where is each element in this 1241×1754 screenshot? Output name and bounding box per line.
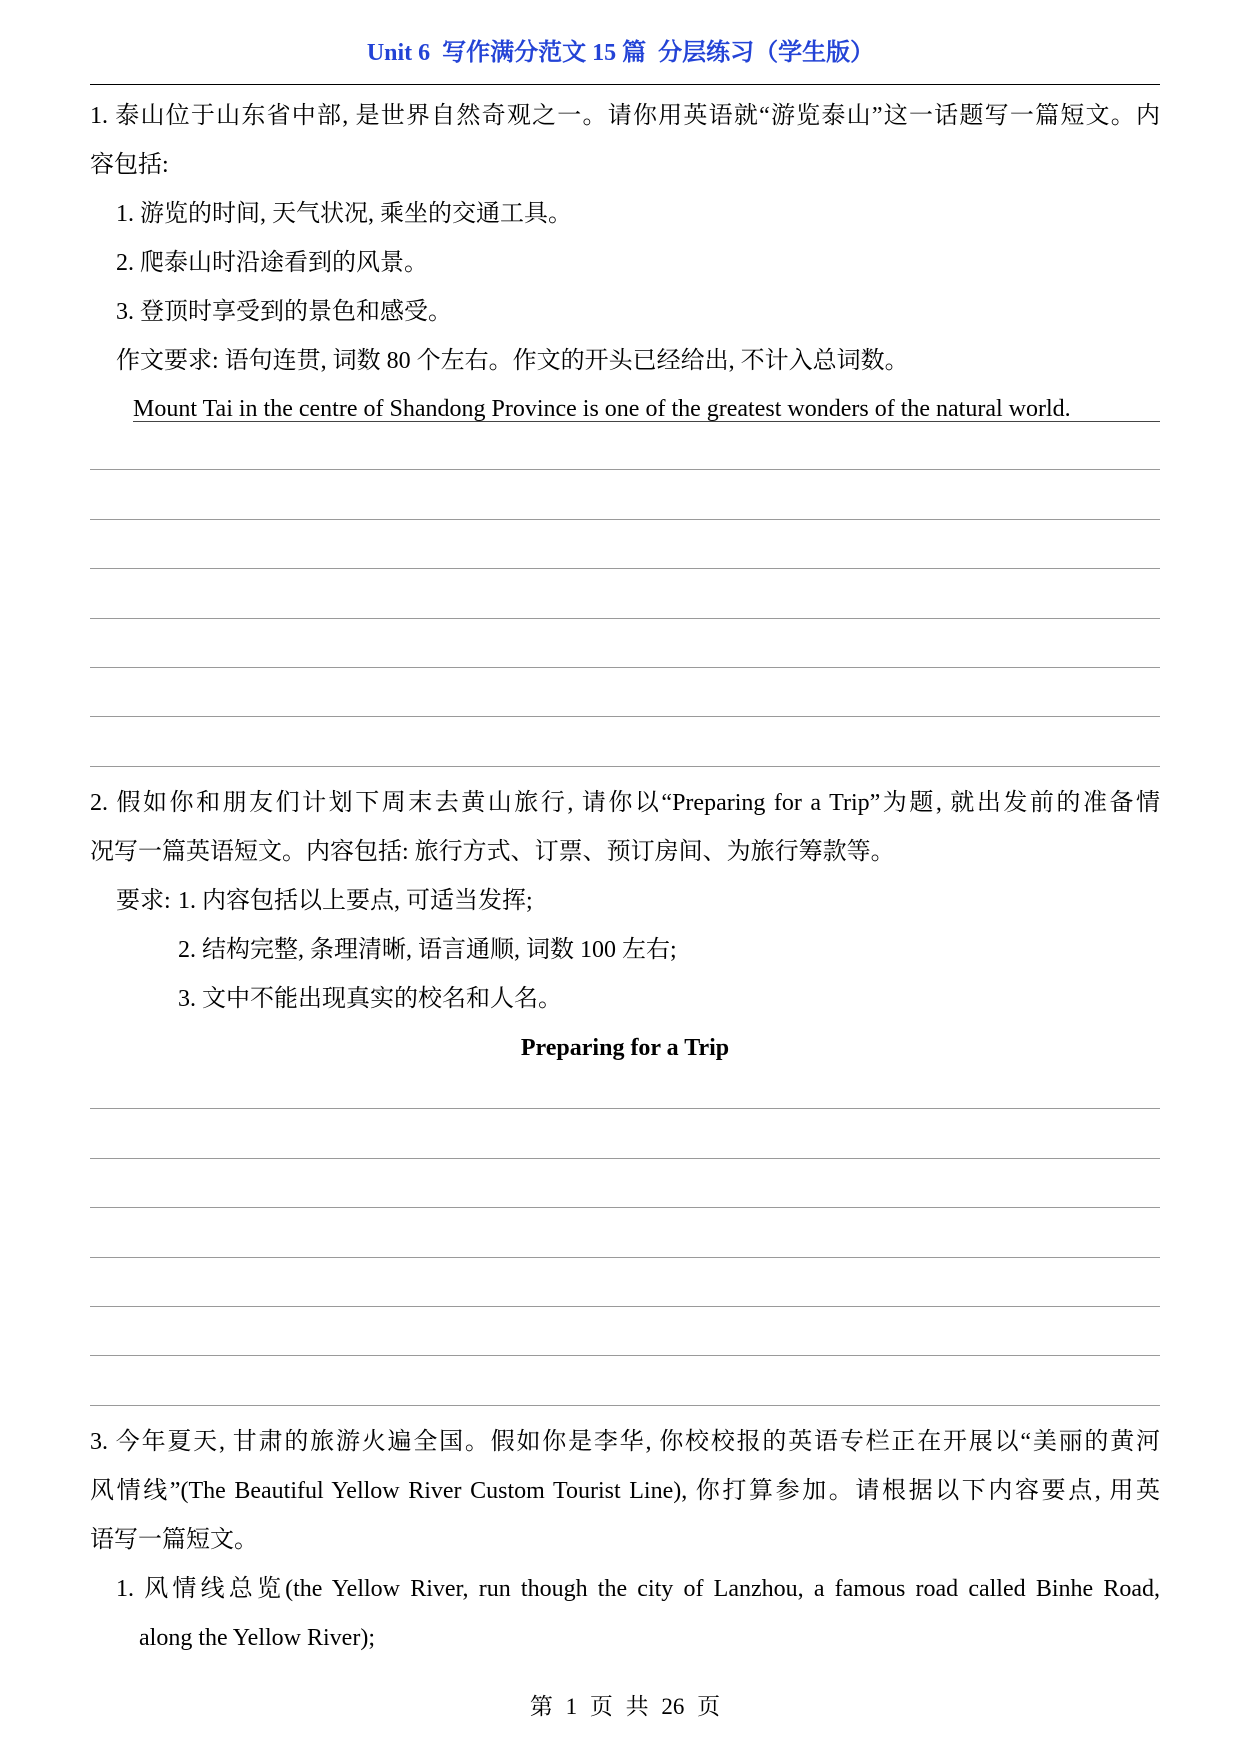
- question-2-requirement-row: [90, 877, 1160, 926]
- question-2-prompt-line: 2. 假如你和朋友们计划下周末去黄山旅行, 请你以“Preparing for a Trip”为题, 就出发前的准备情: [90, 790, 1160, 816]
- answer-line: [90, 1060, 1160, 1109]
- answer-line: [90, 1159, 1160, 1208]
- question-1-answer-area: [90, 421, 1160, 767]
- question-2-requirements-label: 要求:: [116, 888, 171, 914]
- question-3: [90, 1418, 1160, 1663]
- question-2-requirement: 1. 内容包括以上要点, 可适当发挥;: [178, 888, 533, 914]
- question-2: [90, 779, 1160, 1073]
- question-3-prompt-line: 3. 今年夏天, 甘肃的旅游火遍全国。假如你是李华, 你校校报的英语专栏正在开展以“美丽的黄河: [90, 1429, 1160, 1455]
- question-1: [90, 92, 1160, 386]
- question-1-requirement: 作文要求: 语句连贯, 词数 80 个左右。作文的开头已经给出, 不计入总词数。: [116, 348, 909, 374]
- question-3-content-point: 1. 风情线总览(the Yellow River, run though the city of Lanzhou, a famous road called Binhe Road,: [116, 1576, 1160, 1602]
- answer-line: [90, 1258, 1160, 1307]
- answer-line: [90, 421, 1160, 470]
- question-3-content-point-continuation: along the Yellow River);: [139, 1625, 375, 1651]
- answer-line: [90, 1356, 1160, 1405]
- question-1-content-point: 2. 爬泰山时沿途看到的风景。: [116, 250, 428, 276]
- answer-line: [90, 520, 1160, 569]
- answer-line: [90, 1307, 1160, 1356]
- page-number: 第 1 页 共 26 页: [529, 1694, 721, 1719]
- page-header-title: Unit 6 写作满分范文 15 篇 分层练习（学生版）: [366, 40, 875, 66]
- question-2-answer-area: [90, 1060, 1160, 1406]
- answer-line: [90, 717, 1160, 766]
- question-1-content-point: 1. 游览的时间, 天气状况, 乘坐的交通工具。: [116, 201, 572, 227]
- question-3-prompt-line: 语写一篇短文。: [90, 1527, 258, 1553]
- question-3-prompt-line: 风情线”(The Beautiful Yellow River Custom Tourist Line), 你打算参加。请根据以下内容要点, 用英: [90, 1478, 1160, 1504]
- answer-line: [90, 569, 1160, 618]
- question-2-requirement: 3. 文中不能出现真实的校名和人名。: [178, 986, 562, 1012]
- answer-line: [90, 1208, 1160, 1257]
- question-1-prompt-line: 容包括:: [90, 152, 169, 178]
- answer-line: [90, 619, 1160, 668]
- answer-line: [90, 470, 1160, 519]
- question-1-given-opening: Mount Tai in the centre of Shandong Province is one of the greatest wonders of the natural world.: [133, 397, 1160, 422]
- header-divider: [90, 84, 1160, 85]
- question-1-prompt-line: 1. 泰山位于山东省中部, 是世界自然奇观之一。请你用英语就“游览泰山”这一话题写一篇短文。内: [90, 103, 1160, 129]
- answer-line: [90, 1109, 1160, 1158]
- question-2-requirement: 2. 结构完整, 条理清晰, 语言通顺, 词数 100 左右;: [178, 937, 677, 963]
- answer-line: [90, 668, 1160, 717]
- question-2-prompt-line: 况写一篇英语短文。内容包括: 旅行方式、订票、预订房间、为旅行筹款等。: [90, 839, 895, 865]
- question-2-essay-title: Preparing for a Trip: [520, 1035, 730, 1061]
- question-1-content-point: 3. 登顶时享受到的景色和感受。: [116, 299, 452, 325]
